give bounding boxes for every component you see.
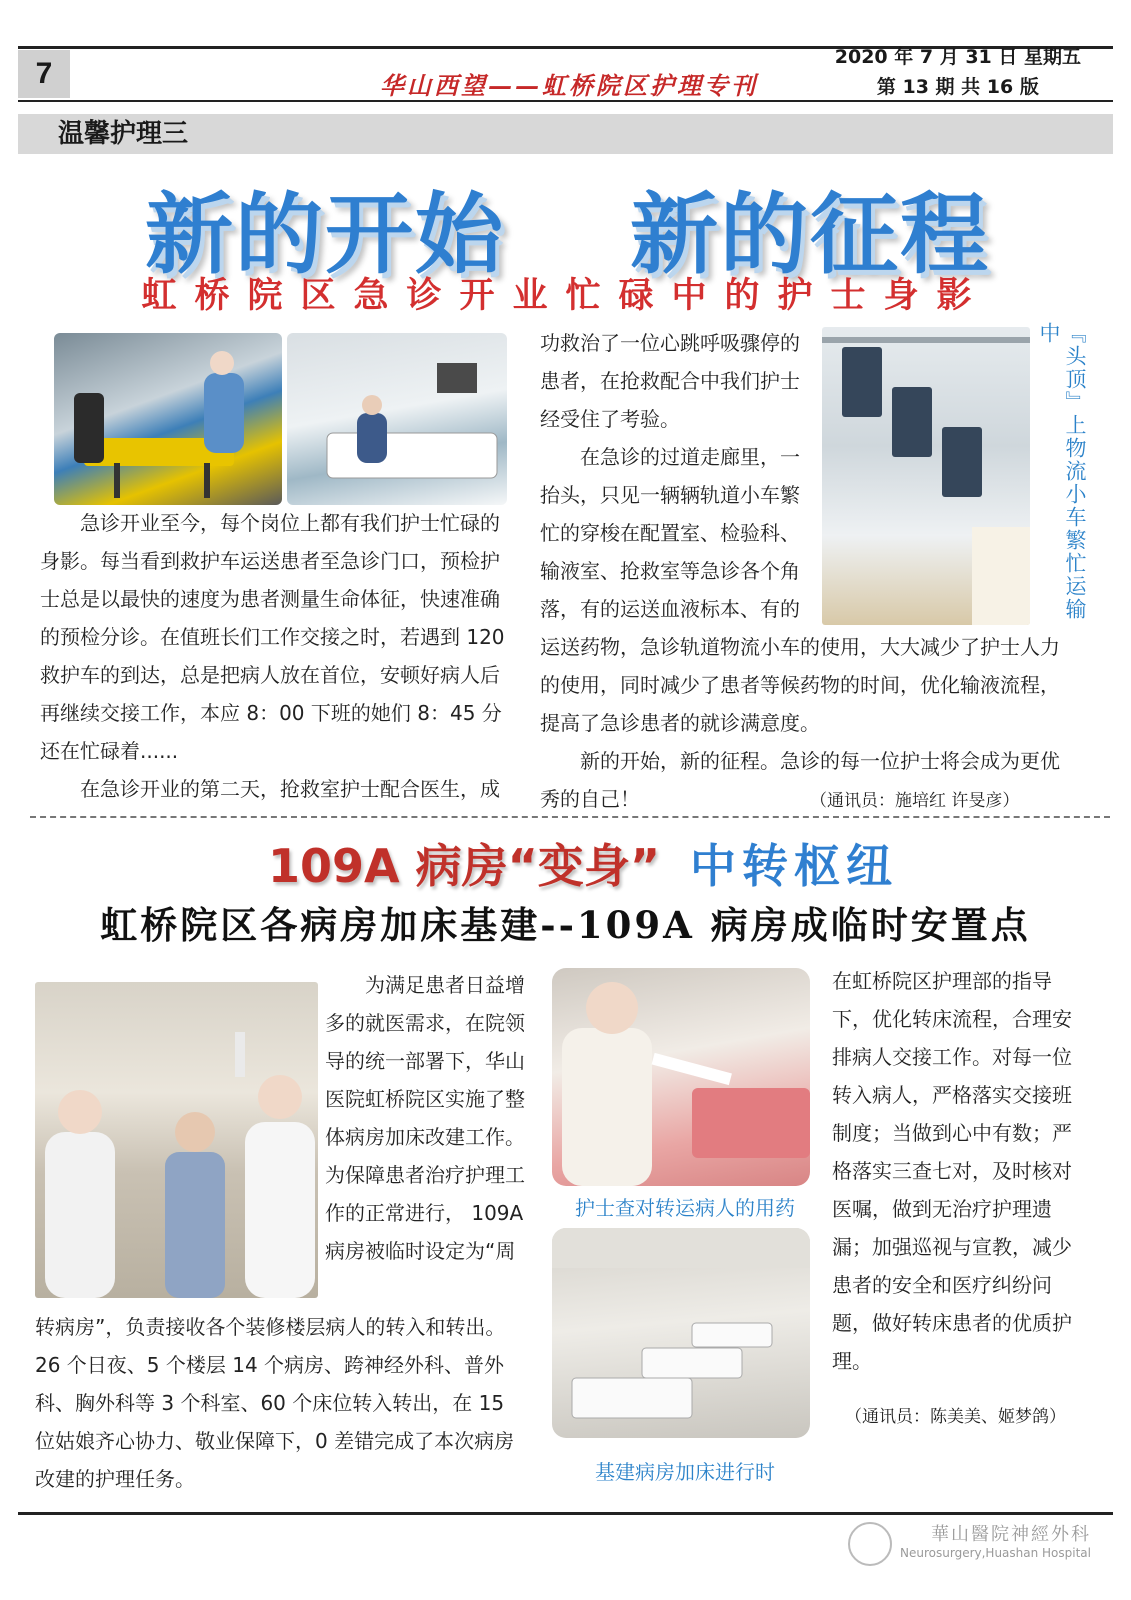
masthead: 华山西望——虹桥院区护理专刊 <box>380 71 758 100</box>
article1-right-column <box>540 324 808 628</box>
logo-cn: 華山醫院神經外科 <box>931 1524 1091 1545</box>
photo-ward-beds <box>552 1228 810 1438</box>
photo-caption-2: 基建病房加床进行时 <box>595 1460 775 1484</box>
photo-rail-carts <box>822 327 1030 625</box>
photo-ambulance-stretcher <box>54 333 282 505</box>
article2-paragraph-2: 转病房”，负责接收各个装修楼层病人的转入和转出。26 个日夜、5 个楼层 14 个病房、跨神经外科、普外科、胸外科等 3 个科室、60 个床位转入转出，在 15 位姑娘齐心协力、敬业保障下，0 差错完成了本次病房改建的护理任务。 <box>35 1315 515 1491</box>
article1-paragraph-1: 急诊开业至今，每个岗位上都有我们护士忙碌的身影。每当看到救护车运送患者至急诊门口，预检护士总是以最快的速度为患者测量生命体征，快速准确的预检分诊。在值班长们工作交接之时，若遇到 120 救护车的到达，总是把病人放在首位，安顿好病人后再继续交接工作，本应 8：00 下班的她们 8：45 分还在忙碌着...... <box>40 511 505 763</box>
nurse-illustration <box>552 968 810 1186</box>
photo-resuscitation-room <box>287 333 507 505</box>
ward-beds-illustration <box>552 1228 810 1438</box>
article1-right-paragraph: 在急诊的过道走廊里，一抬头，只见一辆辆轨道小车繁忙的穿梭在配置室、检验科、输液室、抢救室等急诊各个角落，有的运送血液标本、有的 <box>540 445 800 621</box>
issue-info <box>835 42 1081 102</box>
transfer-illustration <box>35 982 318 1298</box>
title-new-start: 新的开始 <box>145 183 506 286</box>
article2-column3 <box>832 962 1077 1380</box>
logo-en: Neurosurgery,Huashan Hospital <box>900 1546 1091 1560</box>
article1-wide-text: 运送药物，急诊轨道物流小车的使用，大大减少了护士人力的使用，同时减少了患者等候药物的时间，优化输液流程，提高了急诊患者的就诊满意度。 <box>540 635 1060 735</box>
article2-title-red: 109A 病房“变身” <box>268 839 661 893</box>
issue-number: 第 13 期 共 16 版 <box>876 76 1039 98</box>
section-title: 温馨护理三 <box>18 114 1113 154</box>
photo-caption-1: 护士查对转运病人的用药 <box>575 1196 795 1220</box>
footer-logo <box>900 1520 1091 1560</box>
article2-reporter: （通讯员：陈美美、姬梦鸽） <box>845 1407 1066 1427</box>
footer-rule <box>18 1512 1113 1515</box>
rail-carts-illustration <box>822 327 1030 625</box>
article2-paragraph-3: 在虹桥院区护理部的指导下，优化转床流程，合理安排病人交接工作。对每一位转入病人，严格落实交接班制度；当做到心中有数；严格落实三查七对，及时核对医嘱，做到无治疗护理遗漏；加强巡视与宣教，减少患者的安全和医疗纠纷问题，做好转床患者的优质护理。 <box>832 969 1072 1373</box>
photo-nurse-checking-medicine <box>552 968 810 1186</box>
section-divider <box>30 816 1110 818</box>
article2-title-blue: 中转枢纽 <box>690 839 898 893</box>
article2-column1-narrow <box>325 966 530 1270</box>
article1-reporter: （通讯员：施培红 许旻彦） <box>810 791 1020 811</box>
page-number: 7 <box>18 50 70 98</box>
article1-left-column <box>40 504 510 808</box>
article2-paragraph-1: 为满足患者日益增多的就医需求，在院领导的统一部署下，华山医院虹桥院区实施了整体病房加床改建工作。为保障患者治疗护理工作的正常进行， 109A 病房被临时设定为“周 <box>325 973 525 1263</box>
issue-date: 2020 年 7 月 31 日 星期五 <box>834 46 1081 68</box>
article1-right-continuation: 功救治了一位心跳呼吸骤停的患者，在抢救配合中我们护士经受住了考验。 <box>540 331 800 431</box>
stretcher-illustration <box>54 333 282 505</box>
article1-subtitle: 虹桥院区急诊开业忙碌中的护士身影 <box>141 276 990 316</box>
article2-subtitle: 虹桥院区各病房加床基建--109A 病房成临时安置点 <box>100 903 1031 947</box>
article2-column1-wide <box>35 1308 530 1498</box>
bed-illustration <box>287 333 507 505</box>
photo-patient-transfer <box>35 982 318 1298</box>
title-new-journey: 新的征程 <box>630 183 991 286</box>
hospital-seal-icon <box>848 1522 892 1566</box>
article1-paragraph-2: 在急诊开业的第二天，抢救室护士配合医生，成 <box>80 777 500 801</box>
photo-caption-vertical: 『头顶』上物流小车繁忙运输中 <box>1037 322 1087 621</box>
article1-closing: 新的开始，新的征程。急诊的每一位护士将会成为更优秀的自己！ <box>540 749 1060 811</box>
header-rule-2 <box>18 100 1113 102</box>
